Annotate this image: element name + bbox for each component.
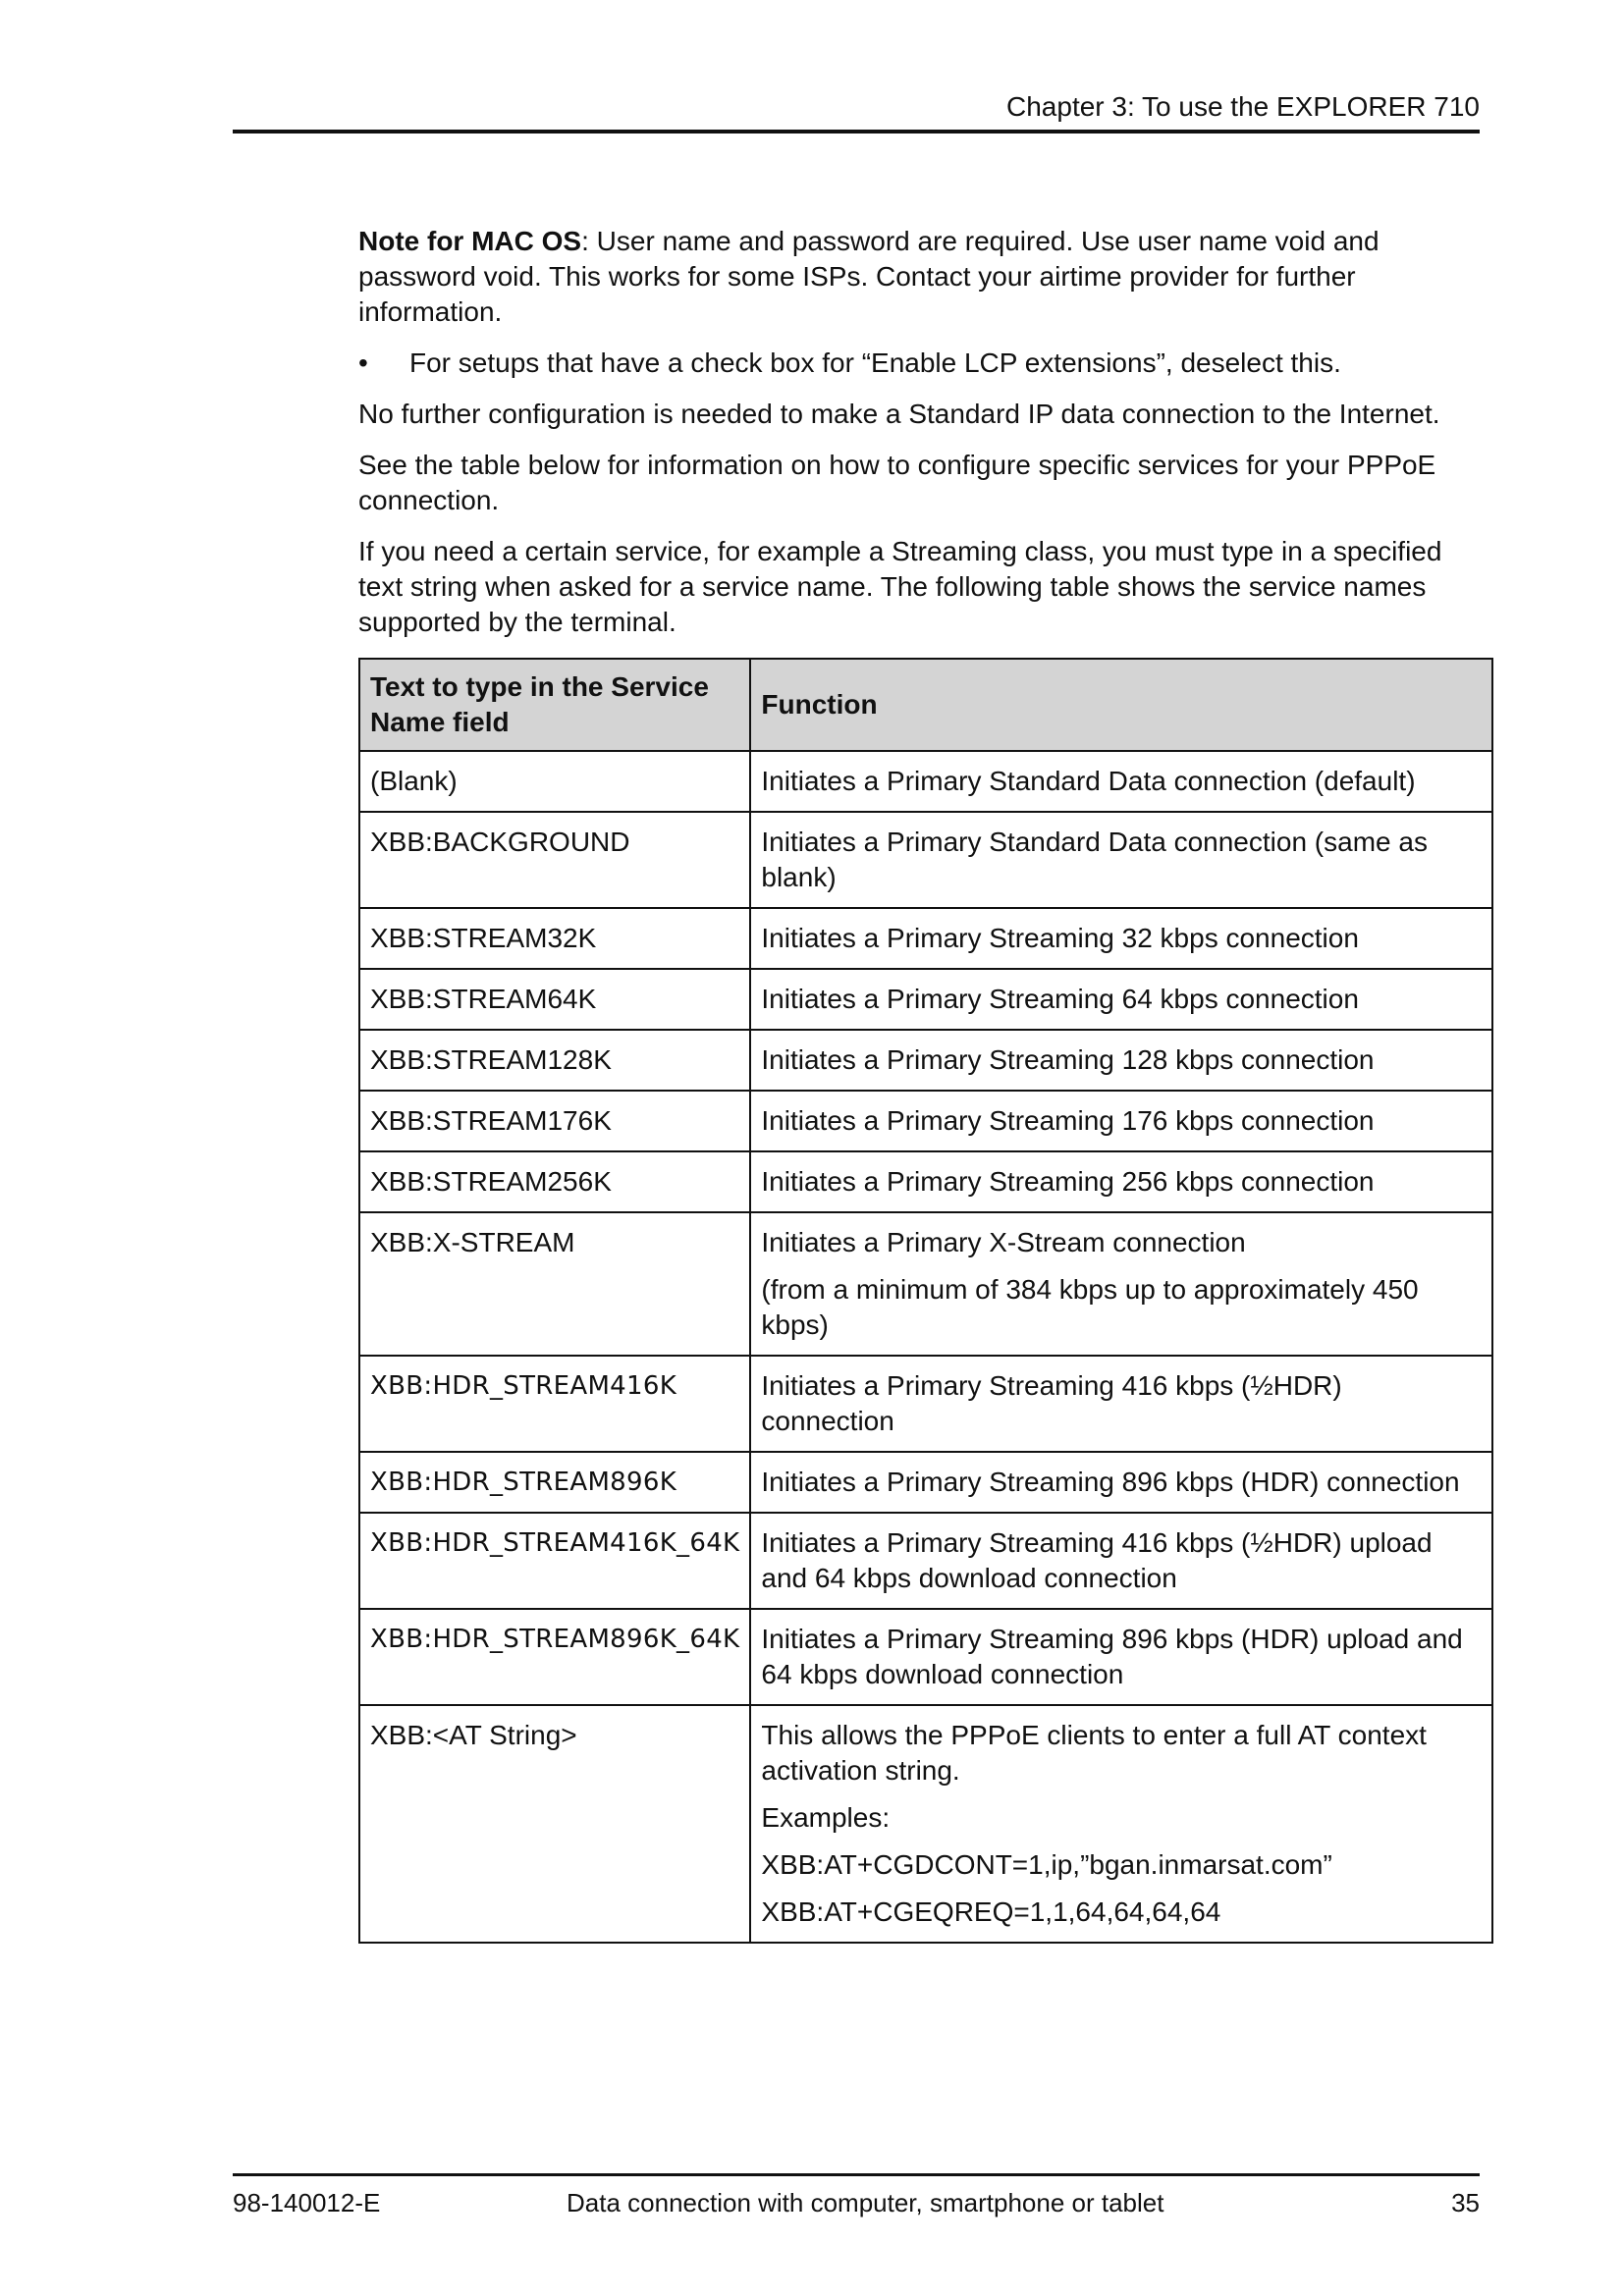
table-row bbox=[359, 1356, 1492, 1452]
service-name-cell: XBB:HDR_STREAM896K_64K bbox=[359, 1609, 750, 1705]
table-row bbox=[359, 751, 1492, 812]
service-names-table bbox=[358, 658, 1493, 1944]
function-line: XBB:AT+CGEQREQ=1,1,64,64,64,64 bbox=[761, 1896, 1221, 1927]
table-row bbox=[359, 1151, 1492, 1212]
paragraph-service-name: If you need a certain service, for example a Streaming class, you must type in a specified text string when asked for a service name. The following table shows the service names supported by the terminal. bbox=[358, 536, 1442, 637]
table-row bbox=[359, 1705, 1492, 1943]
service-name-cell: XBB:STREAM176K bbox=[359, 1091, 750, 1151]
function-cell: Initiates a Primary Streaming 416 kbps (½HDR) connection bbox=[750, 1356, 1492, 1452]
note-label: Note for MAC OS bbox=[358, 226, 582, 256]
function-cell: Initiates a Primary Streaming 176 kbps connection bbox=[750, 1091, 1492, 1151]
table-row bbox=[359, 1212, 1492, 1356]
service-name-cell: (Blank) bbox=[359, 751, 750, 812]
function-cell: Initiates a Primary Streaming 64 kbps connection bbox=[750, 969, 1492, 1030]
table-row bbox=[359, 1452, 1492, 1513]
document-number: 98-140012-E bbox=[233, 2188, 381, 2217]
service-name-cell: XBB:STREAM128K bbox=[359, 1030, 750, 1091]
function-cell: Initiates a Primary Streaming 896 kbps (HDR) connection bbox=[750, 1452, 1492, 1513]
service-name-cell: XBB:HDR_STREAM416K_64K bbox=[359, 1513, 750, 1609]
main-content bbox=[358, 224, 1478, 1944]
function-line: (from a minimum of 384 kbps up to approximately 450 kbps) bbox=[761, 1274, 1419, 1340]
page-header bbox=[233, 90, 1480, 133]
function-cell: Initiates a Primary Streaming 256 kbps connection bbox=[750, 1151, 1492, 1212]
service-name-cell: XBB:HDR_STREAM416K bbox=[359, 1356, 750, 1452]
service-name-cell: XBB:<AT String> bbox=[359, 1705, 750, 1943]
bullet-text: For setups that have a check box for “Enable LCP extensions”, deselect this. bbox=[409, 347, 1341, 378]
header-function: Function bbox=[750, 659, 1492, 751]
service-name-cell: XBB:STREAM256K bbox=[359, 1151, 750, 1212]
function-cell bbox=[750, 1212, 1492, 1356]
page-number: 35 bbox=[1451, 2188, 1480, 2217]
bullet-dot: • bbox=[358, 347, 368, 378]
table-row bbox=[359, 1030, 1492, 1091]
function-cell: Initiates a Primary Streaming 32 kbps connection bbox=[750, 908, 1492, 969]
header-service-name: Text to type in the Service Name field bbox=[359, 659, 750, 751]
function-cell: Initiates a Primary Streaming 416 kbps (½HDR) upload and 64 kbps download connection bbox=[750, 1513, 1492, 1609]
table-header-row bbox=[359, 659, 1492, 751]
chapter-title: Chapter 3: To use the EXPLORER 710 bbox=[1006, 91, 1480, 122]
table-row bbox=[359, 1609, 1492, 1705]
function-line: Initiates a Primary X-Stream connection bbox=[761, 1227, 1246, 1257]
page-footer bbox=[233, 2173, 1480, 2216]
paragraph-see-table: See the table below for information on how to configure specific services for your PPPoE connection. bbox=[358, 450, 1436, 515]
function-cell: Initiates a Primary Streaming 896 kbps (HDR) upload and 64 kbps download connection bbox=[750, 1609, 1492, 1705]
function-cell: Initiates a Primary Standard Data connection (default) bbox=[750, 751, 1492, 812]
mac-os-note bbox=[358, 224, 1478, 330]
table-row bbox=[359, 908, 1492, 969]
service-name-cell: XBB:STREAM32K bbox=[359, 908, 750, 969]
lcp-bullet bbox=[358, 346, 1478, 381]
service-name-cell: XBB:STREAM64K bbox=[359, 969, 750, 1030]
table-row bbox=[359, 969, 1492, 1030]
table-row bbox=[359, 812, 1492, 908]
service-name-cell: XBB:BACKGROUND bbox=[359, 812, 750, 908]
function-cell: Initiates a Primary Streaming 128 kbps connection bbox=[750, 1030, 1492, 1091]
footer-section-title: Data connection with computer, smartphone or tablet bbox=[567, 2188, 1164, 2217]
function-cell bbox=[750, 1705, 1492, 1943]
function-line: XBB:AT+CGDCONT=1,ip,”bgan.inmarsat.com” bbox=[761, 1849, 1332, 1880]
function-line: This allows the PPPoE clients to enter a full AT context activation string. bbox=[761, 1720, 1427, 1786]
service-name-cell: XBB:X-STREAM bbox=[359, 1212, 750, 1356]
function-line: Examples: bbox=[761, 1802, 891, 1833]
note-text: : User name and password are required. Use user name void and password void. This works for some ISPs. Contact your airtime provider for further information. bbox=[358, 226, 1380, 327]
paragraph-standard-ip: No further configuration is needed to make a Standard IP data connection to the Internet. bbox=[358, 399, 1440, 429]
service-name-cell: XBB:HDR_STREAM896K bbox=[359, 1452, 750, 1513]
table-row bbox=[359, 1513, 1492, 1609]
function-cell: Initiates a Primary Standard Data connection (same as blank) bbox=[750, 812, 1492, 908]
table-row bbox=[359, 1091, 1492, 1151]
